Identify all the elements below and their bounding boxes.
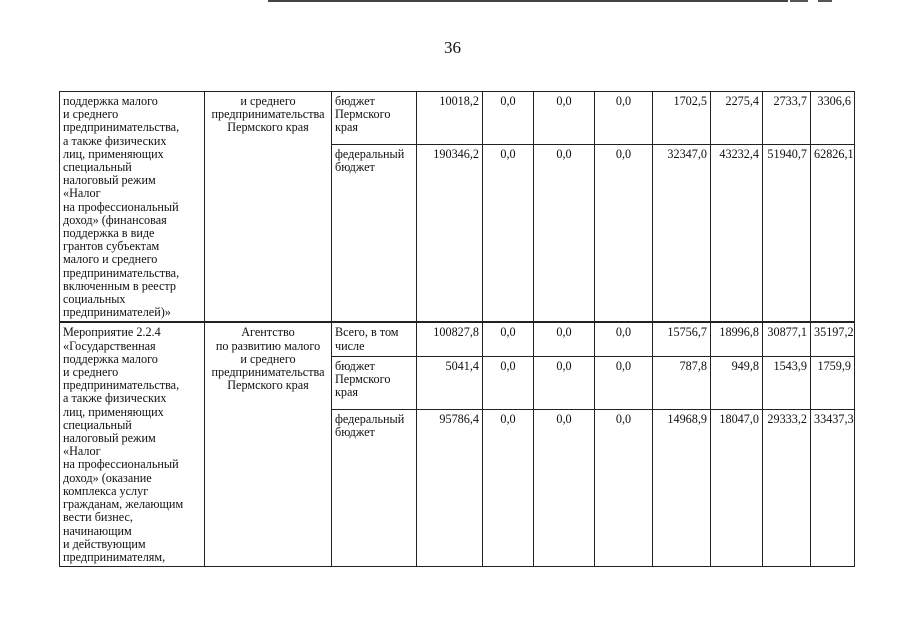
year-amount-cell: 30877,1: [763, 322, 811, 356]
year-amount-cell: 0,0: [595, 322, 653, 356]
table-row: [60, 92, 855, 145]
total-amount-cell: 10018,2: [417, 92, 483, 145]
year-amount-cell: 2275,4: [711, 92, 763, 145]
year-amount-cell: 33437,3: [811, 409, 855, 566]
year-amount-cell: 0,0: [534, 92, 595, 145]
total-amount-cell: 190346,2: [417, 145, 483, 323]
year-amount-cell: 62826,1: [811, 145, 855, 323]
year-amount-cell: 43232,4: [711, 145, 763, 323]
executor-cell: и среднего предпринимательства Пермского края: [205, 92, 332, 323]
year-amount-cell: 0,0: [595, 409, 653, 566]
year-amount-cell: 1543,9: [763, 356, 811, 409]
year-amount-cell: 0,0: [483, 356, 534, 409]
funding-source-cell: бюджет Пермского края: [332, 92, 417, 145]
year-amount-cell: 0,0: [534, 356, 595, 409]
year-amount-cell: 0,0: [483, 92, 534, 145]
table-body: [60, 92, 855, 567]
year-amount-cell: 32347,0: [653, 145, 711, 323]
table-row: [60, 322, 855, 356]
measure-name-cell: Мероприятие 2.2.4 «Государственная поддержка малого и среднего предпринимательства, а также физических лиц, применяющих специальный налоговый режим «Налог на профессиональный доход» (оказание комплекса услуг гражданам, желающим вести бизнес, начинающим и действующим предпринимателям,: [60, 322, 205, 566]
total-amount-cell: 100827,8: [417, 322, 483, 356]
year-amount-cell: 0,0: [595, 356, 653, 409]
year-amount-cell: 0,0: [483, 145, 534, 323]
total-amount-cell: 95786,4: [417, 409, 483, 566]
scan-mark: [790, 0, 808, 2]
year-amount-cell: 0,0: [595, 145, 653, 323]
year-amount-cell: 3306,6: [811, 92, 855, 145]
measure-name-cell: поддержка малого и среднего предпринимательства, а также физических лиц, применяющих специальный налоговый режим «Налог на профессиональный доход» (финансовая поддержка в виде грантов субъектам малого и среднего предпринимательства, включенным в реестр социальных предпринимателей)»: [60, 92, 205, 323]
year-amount-cell: 2733,7: [763, 92, 811, 145]
funding-source-cell: Всего, в том числе: [332, 322, 417, 356]
year-amount-cell: 0,0: [483, 409, 534, 566]
year-amount-cell: 1702,5: [653, 92, 711, 145]
year-amount-cell: 51940,7: [763, 145, 811, 323]
year-amount-cell: 1759,9: [811, 356, 855, 409]
year-amount-cell: 15756,7: [653, 322, 711, 356]
funding-source-cell: федеральный бюджет: [332, 145, 417, 323]
year-amount-cell: 0,0: [595, 92, 653, 145]
scan-top-edge: [268, 0, 788, 2]
year-amount-cell: 787,8: [653, 356, 711, 409]
year-amount-cell: 949,8: [711, 356, 763, 409]
year-amount-cell: 18996,8: [711, 322, 763, 356]
year-amount-cell: 29333,2: [763, 409, 811, 566]
year-amount-cell: 0,0: [534, 409, 595, 566]
funding-source-cell: федеральный бюджет: [332, 409, 417, 566]
year-amount-cell: 35197,2: [811, 322, 855, 356]
executor-cell: Агентство по развитию малого и среднего предпринимательства Пермского края: [205, 322, 332, 566]
year-amount-cell: 14968,9: [653, 409, 711, 566]
total-amount-cell: 5041,4: [417, 356, 483, 409]
year-amount-cell: 0,0: [483, 322, 534, 356]
funding-source-cell: бюджет Пермского края: [332, 356, 417, 409]
budget-table: [59, 91, 855, 567]
year-amount-cell: 0,0: [534, 322, 595, 356]
page-number: 36: [444, 38, 461, 57]
year-amount-cell: 18047,0: [711, 409, 763, 566]
year-amount-cell: 0,0: [534, 145, 595, 323]
scan-mark: [818, 0, 832, 2]
